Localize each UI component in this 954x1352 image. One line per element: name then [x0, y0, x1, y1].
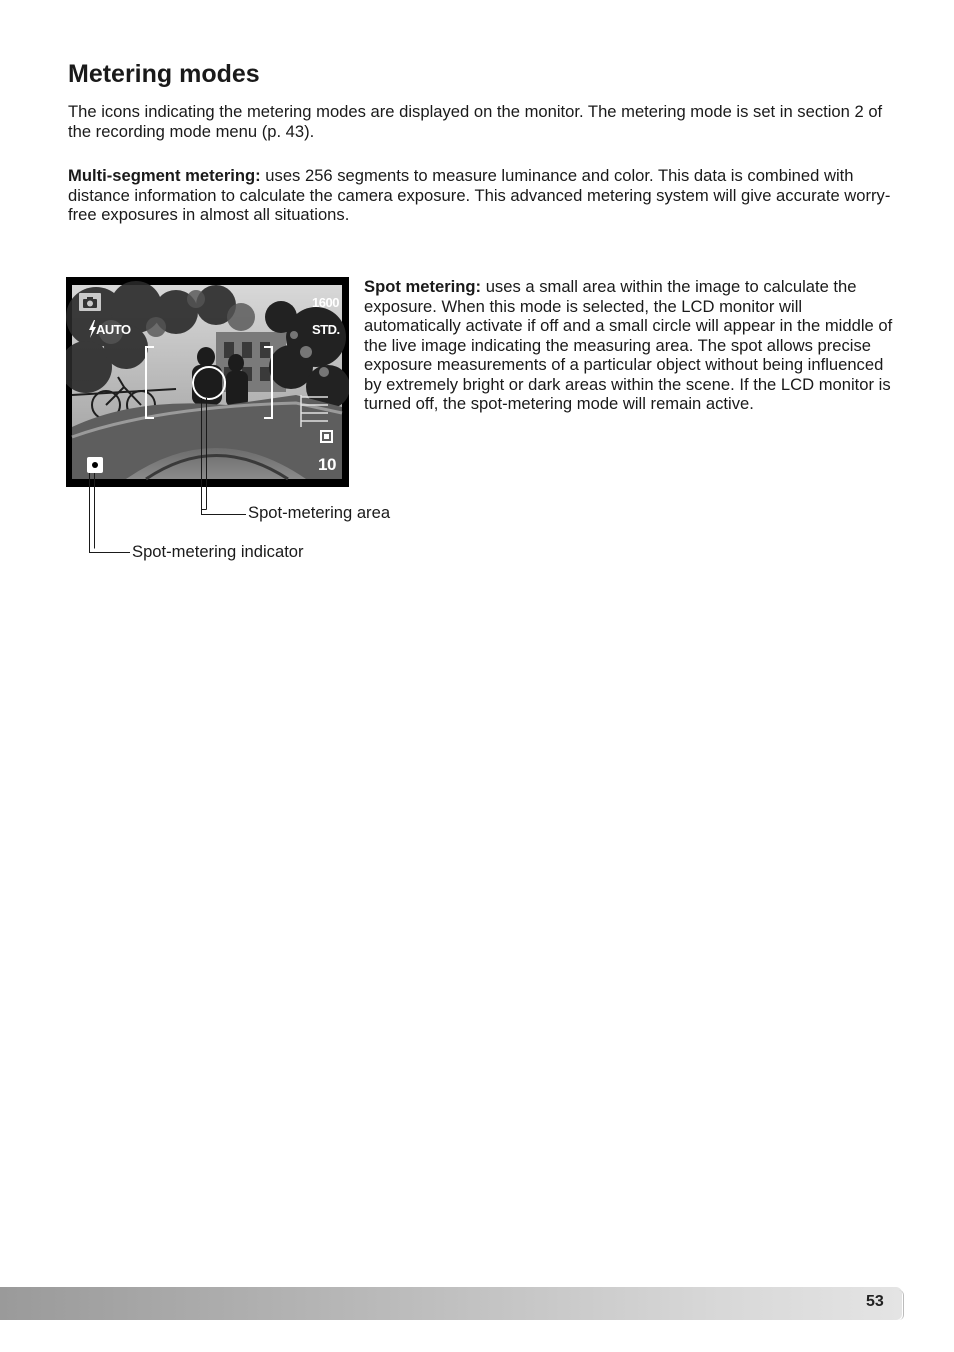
callout-lines	[0, 0, 954, 600]
page-number: 53	[866, 1293, 884, 1310]
iso-label: 1600	[312, 295, 339, 310]
spot-metering-text: uses a small area within the image to calculate the exposure. When this mode is selected, the LCD monitor will automatically activate if off and a small circle will appear in the middle of the live image indicating the measuring area. The spot allows precise exposure measurements of a particular object without being influenced by extremely bright or dark areas within the scene. If the LCD monitor is turned off, the spot-metering mode will remain active.	[364, 277, 893, 413]
footer-bar-edge	[899, 1290, 904, 1320]
page-title: Metering modes	[68, 60, 260, 88]
frame-counter: 10	[318, 455, 336, 474]
quality-label: STD.	[312, 322, 340, 337]
callout-spot-metering-area: Spot-metering area	[248, 503, 391, 522]
spot-metering-term: Spot metering:	[364, 277, 482, 296]
flash-mode-label: AUTO	[96, 322, 131, 337]
callout-spot-metering-indicator: Spot-metering indicator	[132, 542, 304, 561]
footer-bar	[0, 1287, 902, 1320]
multi-segment-text: uses 256 segments to measure luminance and color. This data is combined with distance information to calculate the camera exposure. This advanced metering system will give accurate worry-free exposures in almost all situations.	[68, 166, 891, 224]
multi-segment-term: Multi-segment metering:	[68, 166, 261, 185]
intro-paragraph: The icons indicating the metering modes are displayed on the monitor. The metering mode is set in section 2 of the recording mode menu (p. 43).	[68, 102, 883, 141]
